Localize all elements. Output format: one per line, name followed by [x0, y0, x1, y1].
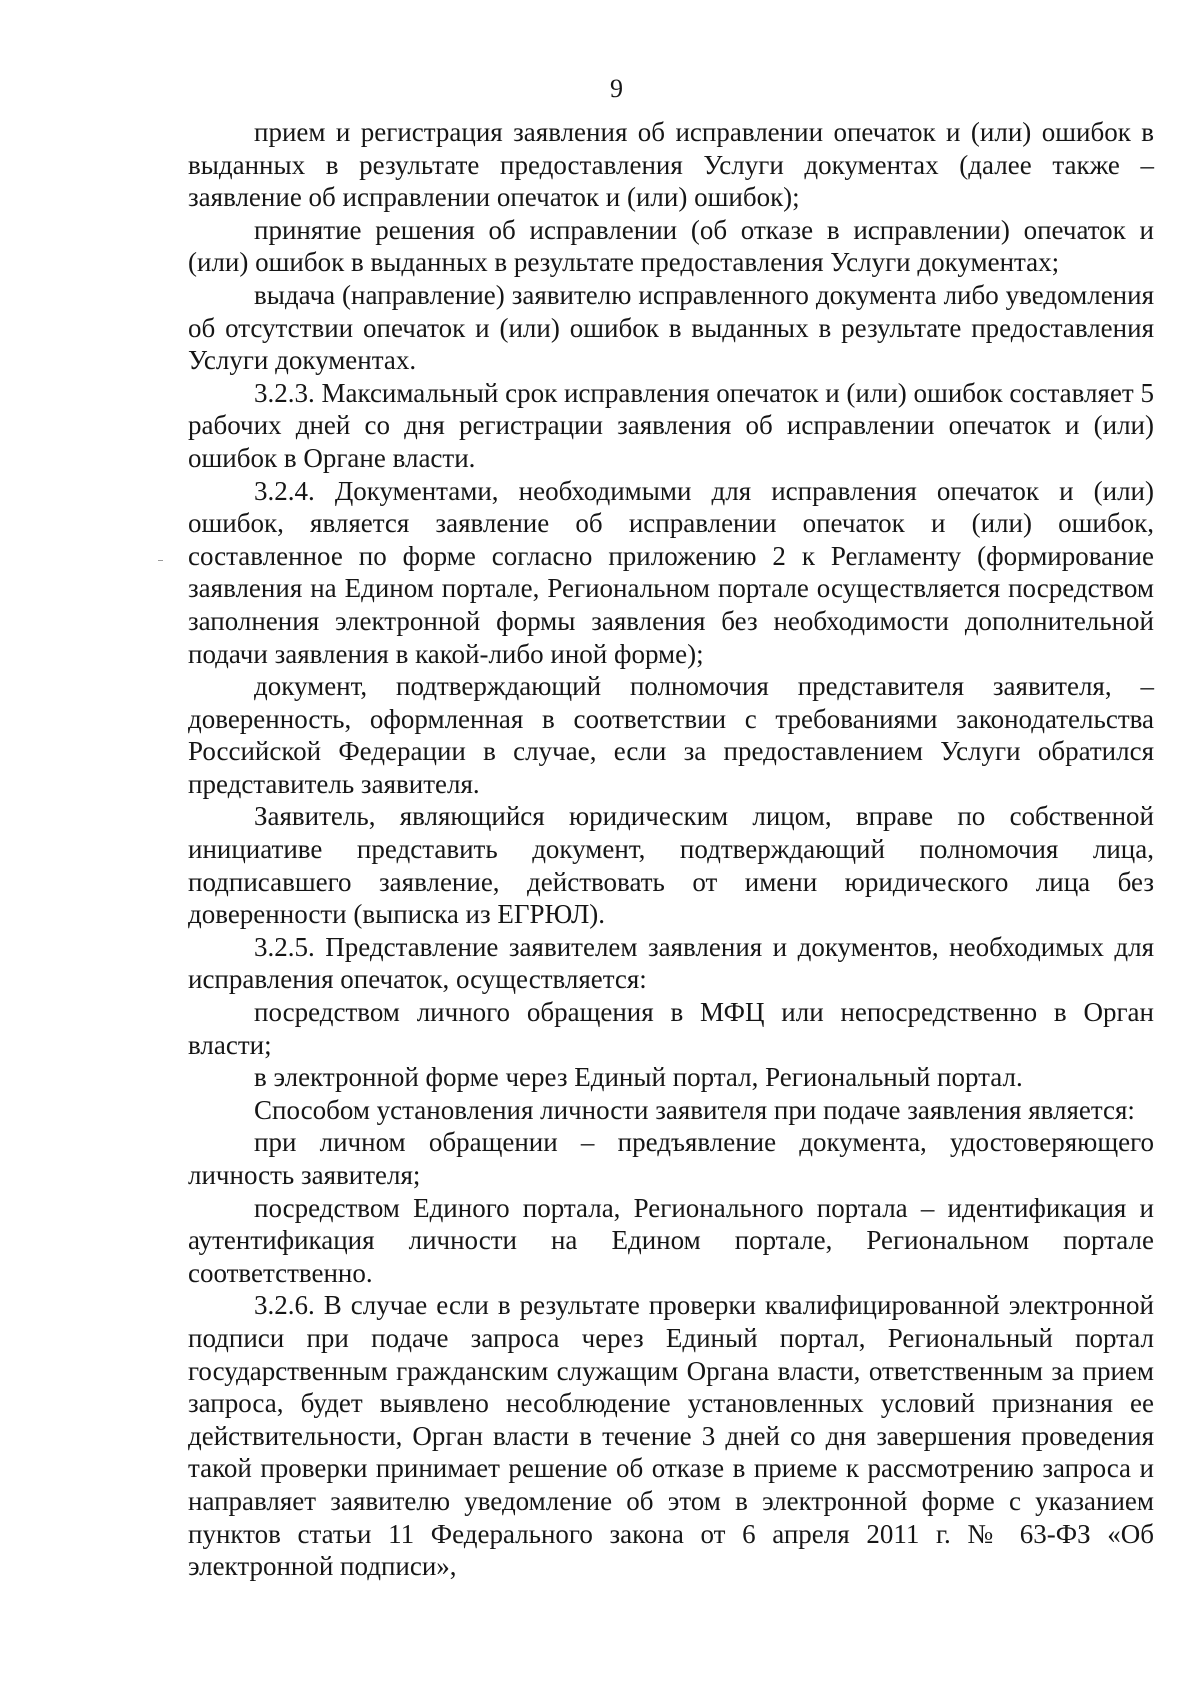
body-text: [188, 116, 1154, 1583]
paragraph-10: в электронной форме через Единый портал, Региональный портал.: [254, 1062, 1023, 1093]
paragraph-3: выдача (направление) заявителю исправленного документа либо уведомления об отсутствии опечаток и (или) ошибок в выданных в результате предоставления Услуги документах.: [188, 279, 1154, 376]
paragraph-3-2-3: 3.2.3. Максимальный срок исправления опечаток и (или) ошибок составляет 5 рабочих дней со дня регистрации заявления об исправлении опечаток и (или) ошибок в Органе власти.: [188, 377, 1154, 473]
paragraph-6: документ, подтверждающий полномочия представителя заявителя, – доверенность, оформленная в соответствии с требованиями законодательства Российской Федерации в случае, если за предоставлением Услуги обратился представитель заявителя.: [188, 671, 1154, 799]
paragraph-11: Способом установления личности заявителя при подаче заявления является:: [254, 1094, 1135, 1125]
paragraph-3-2-4: 3.2.4. Документами, необходимыми для исправления опечаток и (или) ошибок, является заявление об исправлении опечаток и (или) ошибок, составленное по форме согласно приложению 2 к Регламенту (формирование заявления на Едином портале, Региональном портале осуществляется посредством заполнения электронной формы заявления без необходимости дополнительной подачи заявления в какой-либо иной форме);: [188, 475, 1154, 669]
margin-mark: [158, 560, 163, 561]
paragraph-12: при личном обращении – предъявление документа, удостоверяющего личность заявителя;: [188, 1127, 1154, 1190]
page-number: 9: [610, 74, 623, 103]
paragraph-9: посредством личного обращения в МФЦ или непосредственно в Орган власти;: [188, 997, 1154, 1060]
paragraph-2: принятие решения об исправлении (об отказе в исправлении) опечаток и (или) ошибок в выданных в результате предоставления Услуги документах;: [188, 214, 1154, 278]
paragraph-7: Заявитель, являющийся юридическим лицом, вправе по собственной инициативе представить документ, подтверждающий полномочия лица, подписавшего заявление, действовать от имени юридического лица без доверенности (выписка из ЕГРЮЛ).: [188, 801, 1154, 930]
paragraph-3-2-5: 3.2.5. Представление заявителем заявления и документов, необходимых для исправления опечаток, осуществляется:: [188, 931, 1154, 995]
paragraph-13: посредством Единого портала, Регионального портала – идентификация и аутентификация личности на Едином портале, Региональном портале соответственно.: [188, 1192, 1154, 1288]
paragraph-1: прием и регистрация заявления об исправлении опечаток и (или) ошибок в выданных в результате предоставления Услуги документах (далее также – заявление об исправлении опечаток и (или) ошибок);: [188, 117, 1154, 213]
paragraph-3-2-6: 3.2.6. В случае если в результате проверки квалифицированной электронной подписи при подаче запроса через Единый портал, Региональный портал государственным гражданским служащим Органа власти, ответственным за прием запроса, будет выявлено несоблюдение установленных условий признания ее действительности, Орган власти в течение 3 дней со дня завершения проведения такой проверки принимает решение об отказе в приеме к рассмотрению запроса и направляет заявителю уведомление об этом в электронной форме с указанием пунктов статьи 11 Федерального закона от 6 апреля 2011 г. № 63-ФЗ «Об электронной подписи»,: [188, 1290, 1154, 1582]
